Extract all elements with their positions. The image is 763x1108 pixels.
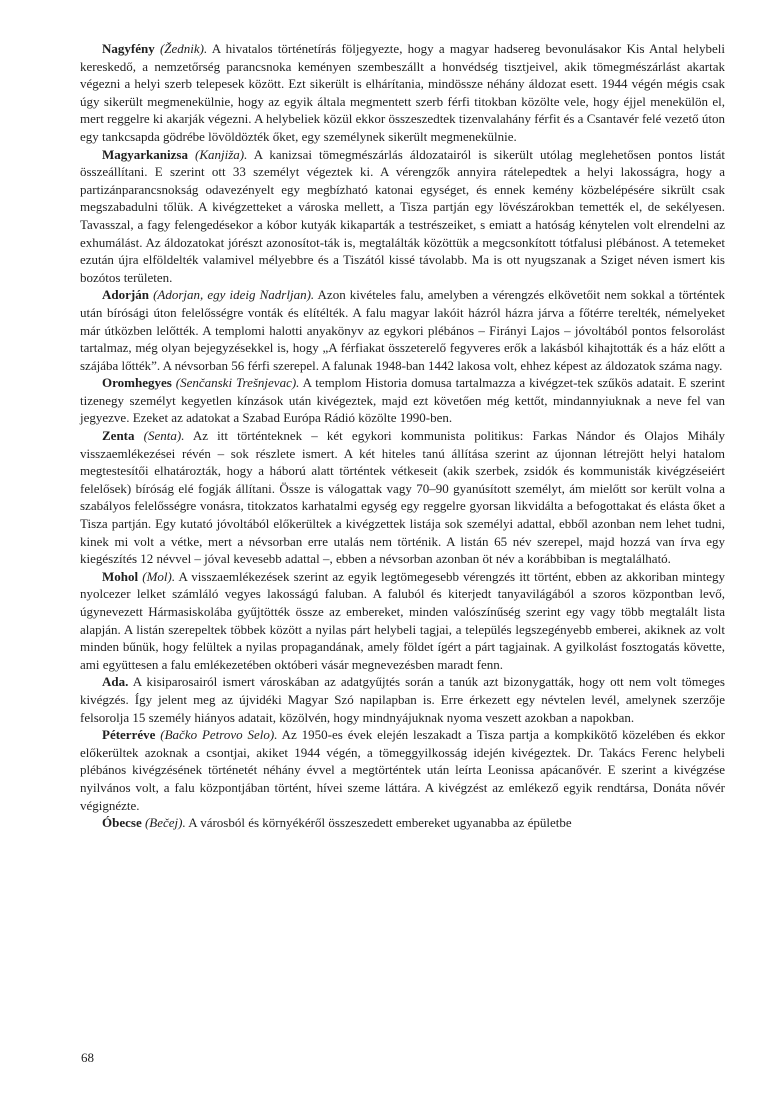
paragraph-text: Azon kivételes falu, amelyben a vérengzés elkövetőit nem sokkal a történtek után bírósági úton felelősségre vonták és elítélték. A falu magyar lakóit házról házra járva a főtérre terelték, némelyeket már útközben lelőtték. A templomi halotti anyakönyv az egykori plébános – Firányi Lajos – jóvoltából pontos felsorolást tartalmaz, még olyan bejegyzésekkel is, hogy „A férfiakat összeterelő fegyveres erők a lakásból kihajtották és a ház előtt a szájába lőtték”. A névsorban 56 férfi szerepel. A falunak 1948-ban 1442 lakosa volt, ehhez képest az áldozatok száma nagy. (80, 287, 725, 373)
paragraph-text: A városból és környékéről összeszedett embereket ugyanabba az épületbe (185, 815, 572, 831)
text-body (80, 40, 725, 832)
place-name: Péterréve (102, 727, 156, 743)
paragraph-text: Az itt történteknek – két egykori kommunista politikus: Farkas Nándor és Olajos Mihály visszaemlékezései révén – sok részlete ismert. A két hiteles tanú állítása szerint az újonnan létrejött helyi hatalom megtestesítői elhatározták, hogy a háború alatt történtek vétkeseit (akik szerbek, zsidók és kommunisták kivégzéseiért felelősek) bíróság elé fogják állítani. Össze is válogattak vagy 70–90 gyanúsított személyt, ám mielőtt sor került volna a szabályos felelősségre vonásra, titokzatos karhatalmi egység egy reggelre gyorsan likvidálta a befogottakat és elásta őket a Tisza partján. Egy kutató jóvoltából előkerültek a kivégzettek listája sok személyi adattal, ebből azonban nem lehet tudni, kinek mi volt a vétke, mert a névsorban erre utalás nem történik. A listán 65 név szerepel, majd hozzá van írva egy kiegészítés 12 névvel – jóval kevesebb adattal –, ebben a névsorban azonban öt név a korábbiban is megtalálható. (80, 428, 726, 567)
paragraph-adorjan (80, 286, 725, 374)
serbian-name: (Bačko Petrovo Selo). (160, 727, 278, 743)
place-name: Óbecse (102, 815, 142, 831)
paragraph-oromhegyes (80, 374, 725, 427)
serbian-name: (Senčanski Trešnjevac). (175, 375, 300, 391)
place-name: Zenta (102, 428, 135, 444)
paragraph-text: Az 1950-es évek elején leszakadt a Tisza partja a kompkikötő közelében és ekkor előkerültek azoknak a csontjai, akiket 1944 végén, a tömeggyilkosság idején kivégeztek. Dr. Takács Ferenc helybeli plébános kivégzésének történetét néhány évvel a megtörténtek után leírta Leonissa apácanővér. E szerint a kivégzése nyilvános volt, a falu központjában történt, hívei szeme láttára. A kivégzést az emlékező egyik rendtársa, Donáta nővér végignézte. (80, 727, 725, 813)
paragraph-obecse (80, 814, 725, 832)
serbian-name: (Adorjan, egy ideig Nadrljan). (153, 287, 315, 303)
paragraph-nagyfeny (80, 40, 725, 146)
paragraph-text: A templom Historia domusa tartalmazza a kivégzet-tek szűkös adatait. E szerint tizenegy személyt kegyetlen kínzások után kivégeztek, majd ezt követően még kettőt, mindannyiuknak a neve fel van jegyezve. Ezeket az adatokat a Szabad Európa Rádió közölte 1990-ben. (80, 375, 726, 426)
place-name: Mohol (102, 568, 139, 584)
paragraph-text: A kisiparosairól ismert városkában az adatgyűjtés során a tanúk azt bizonygatták, hogy ott nem volt tömeges kivégzés. Így jelent meg az újvidéki Magyar Szó napilapban is. Erre érkezett egy névtelen levél, amelynek szerzője felsorolja 15 személy hiányos adatait, közölvén, hogy mindnyájuknak nyoma veszett azokban a napokban. (80, 674, 725, 725)
paragraph-ada (80, 673, 725, 726)
paragraph-zenta (80, 427, 725, 568)
place-name: Nagyfény (102, 41, 155, 56)
place-name: Adorján (102, 287, 149, 303)
serbian-name: (Kanjiža). (195, 146, 248, 162)
serbian-name: (Žednik). (159, 41, 208, 56)
place-name: Ada. (102, 674, 129, 690)
place-name: Magyarkanizsa (102, 146, 188, 162)
paragraph-text: A kanizsai tömegmészárlás áldozatairól is sikerült utólag meglehetősen pontos listát összeállítani. E szerint ott 33 személyt végeztek ki. A vérengzők annyira rátelepedtek a helyi lakosságra, hogy a partizánparancsnokság odavezényelt egy megbízható katonai egységet, és ennek kemény közbelépésére sikrült csak megszabadulni tőlük. A kivégzetteket a városka mellett, a Tisza partján egy lövészárokban temették el, de sekélyesen. Tavasszal, a fagy felengedésekor a kóbor kutyák kikaparták a testrészeiket, s emiatt a hatóság kénytelen volt elrendelni az exhumálást. Az áldozatokat jórészt azonosítot-ták is, megtalálták közöttük a megcsonkított tótfalusi plébánost. A tetemeket ezután újra elföldelték valamivel mélyebbre és a Tiszától kissé távolabb. Ma is ott nyugszanak a Sziget néven ismert kis bozótos területen. (80, 146, 726, 285)
serbian-name: (Bečej). (144, 815, 186, 831)
serbian-name: (Senta). (143, 428, 185, 444)
paragraph-text: A visszaemlékezések szerint az egyik legtömegesebb vérengzés itt történt, ebben az akkoriban mintegy nyolcezer lelket számláló vegyes lakosságú faluban. A faluból és kiterjedt tanyavilágából a szoros központban levő, úgynevezett Hármasiskolába gyűjtötték össze az embereket, minden valószínűség szerint egy vagy több megtalált lista alapján. A listán szerepeltek többek között a nyilas párt helybeli tagjai, a település legszegényebb emberei, akiknek az volt minden bűnük, hogy felültek a nyilas propagandának, amely földet ígért a párt tagjainak. A gyilkolást fosztogatás követte, ami együttesen a falu emlékezetében októberi vásár megnevezésben maradt fenn. (80, 568, 725, 672)
page-number: 68 (81, 1050, 94, 1065)
place-name: Oromhegyes (102, 375, 172, 391)
paragraph-text: A hivatalos történetírás följegyezte, hogy a magyar hadsereg bevonulásakor Kis Antal helybeli kereskedő, a nemzetőrség parancsnoka keményen szembeszállt a honvédség tisztjeivel, akik tömegmészárlást akartak végezni a helyi szerb telepesek között. Ezt sikerült is elhárítania, mindössze néhány áldozat esett. 1944 végén mégis csak úgy sikerült megmenekülnie, hogy az egyik általa megmentett szerb férfi titokban közölte vele, hogy éjjel menekülön el, mert reggelre ki akarják végezni. A helybeliek közül ekkor összeszedtek tizenvalahány férfit és a Csantavér felé vezető úton egy tankcsapda gödrébe lövöldözték őket, egy személynek sikerült megmenekülnie. (80, 41, 726, 144)
paragraph-mohol (80, 568, 725, 674)
paragraph-magyarkanizsa (80, 146, 725, 287)
paragraph-peterreve (80, 726, 725, 814)
serbian-name: (Mol). (142, 568, 176, 584)
